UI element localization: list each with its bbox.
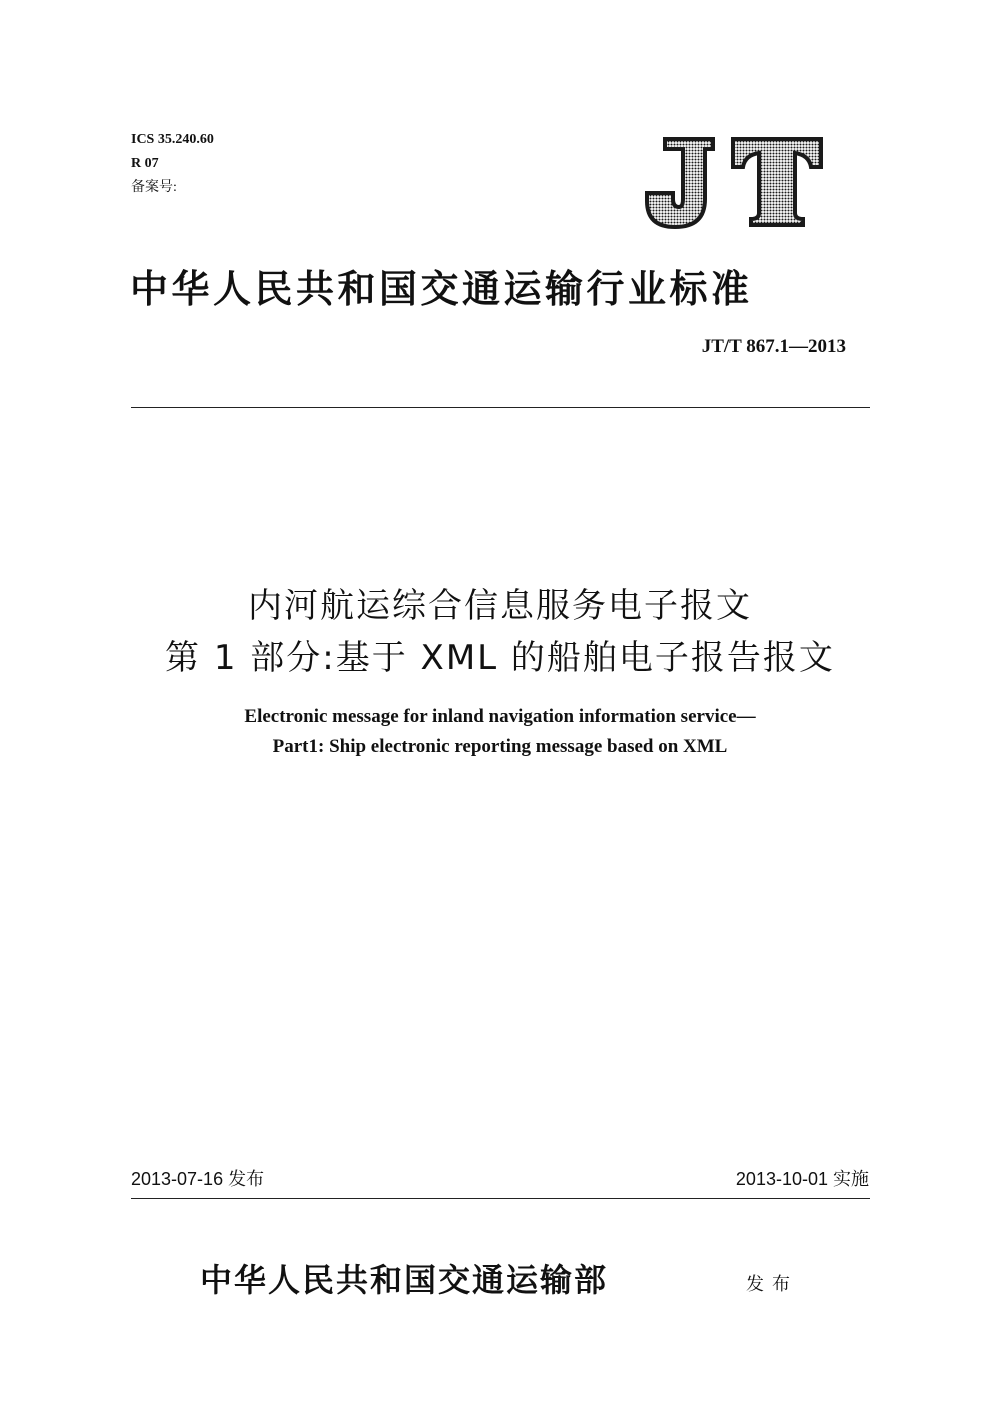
logo-letter-j-icon [647, 139, 713, 227]
standard-number: JT/T 867.1—2013 [701, 336, 846, 357]
top-divider [131, 407, 870, 408]
english-title-line-2: Part1: Ship electronic reporting message based on XML [272, 736, 728, 757]
record-number-label: 备案号: [131, 180, 177, 195]
ics-code: ICS 35.240.60 [131, 132, 214, 147]
implementation-date: 2013-10-01 实施 [735, 1169, 869, 1189]
chinese-title-line-1: 内河航运综合信息服务电子报文 [248, 586, 752, 626]
chinese-title-line-2: 第 1 部分:基于 XML 的船舶电子报告报文 [165, 638, 835, 678]
publish-label: 发布 [746, 1274, 798, 1295]
logo-letter-t-icon [733, 139, 821, 225]
jt-logo [643, 137, 823, 229]
standard-category-title: 中华人民共和国交通运输行业标准 [130, 266, 753, 311]
issue-date: 2013-07-16 发布 [131, 1169, 265, 1189]
classification-block [131, 128, 214, 200]
ccs-code: R 07 [131, 156, 159, 171]
publisher-name: 中华人民共和国交通运输部 [200, 1261, 609, 1299]
bottom-divider [131, 1198, 870, 1199]
english-title-line-1: Electronic message for inland navigation information service— [244, 706, 756, 727]
